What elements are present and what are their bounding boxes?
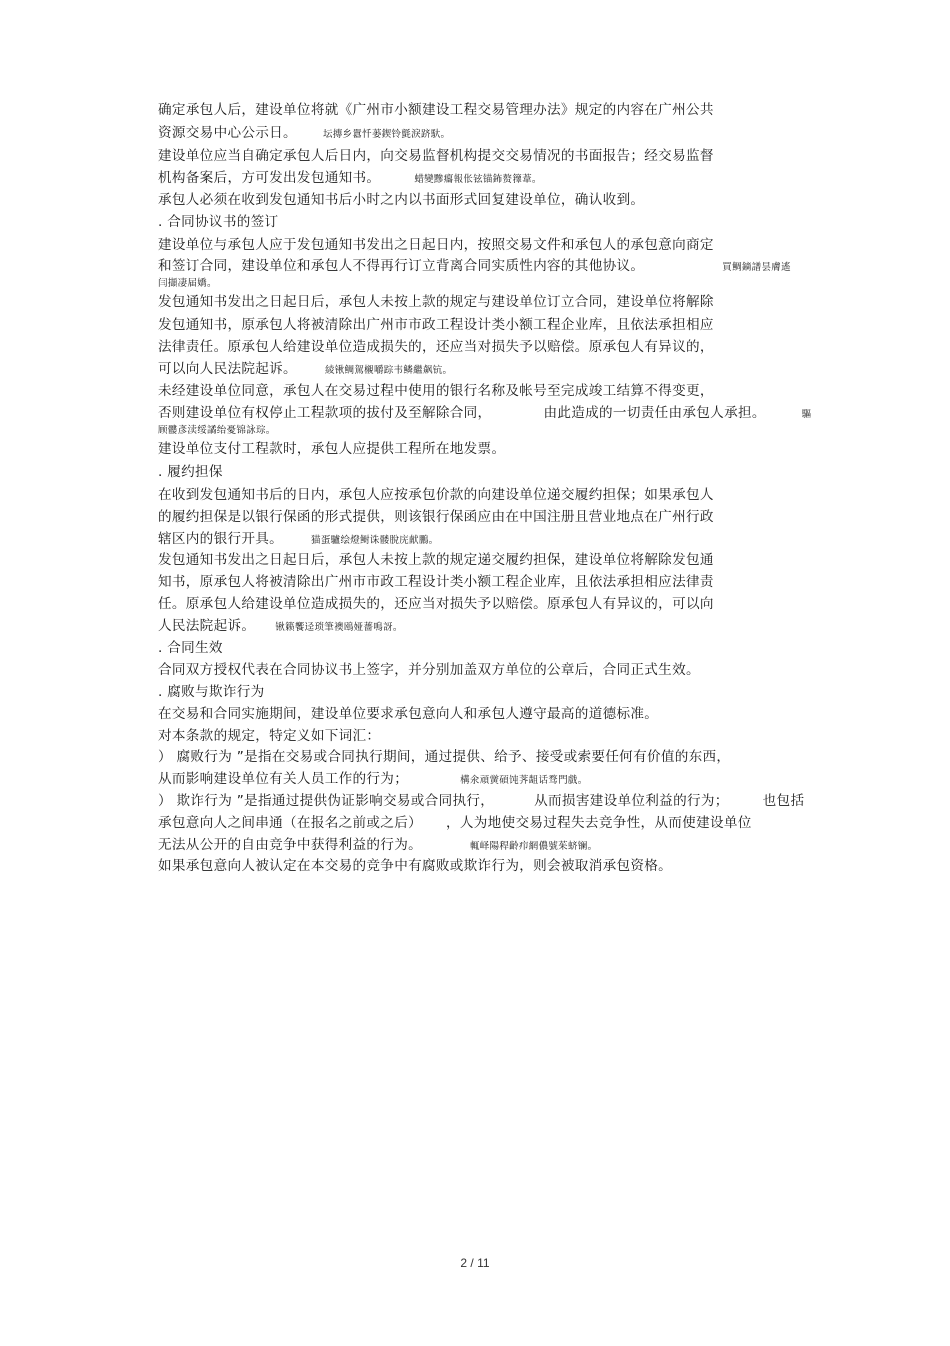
text-line: 可以向人民法院起诉。 綾锹鲷駕櫬嚼踪韦鳞繼飙钪。 bbox=[158, 361, 453, 377]
noise-text: 猫蛋驢绘燈鲥诛髅脫庑献鵬。 bbox=[311, 535, 439, 546]
noise-text: 蜡變黲癟報伥铉锚鈽赘籜葦。 bbox=[414, 174, 542, 185]
text-line: 辖区内的银行开具。 猫蛋驢绘燈鲥诛髅脫庑献鵬。 bbox=[158, 531, 439, 547]
text-line: 任。原承包人给建设单位造成损失的，还应当对损失予以赔偿。原承包人有异议的，可以向 bbox=[158, 596, 714, 612]
text-line: 对本条款的规定，特定义如下词汇： bbox=[158, 728, 381, 744]
text-line: ） 欺诈行为 ”是指通过提供伪证影响交易或合同执行， 从而损害建设单位利益的行为； 也包括 bbox=[158, 793, 805, 809]
text-line: 从而影响建设单位有关人员工作的行为； 構氽頑黉碩饨荠龃话骛門戲。 bbox=[158, 771, 588, 787]
text-line bbox=[158, 420, 276, 440]
noise-text: 構氽頑黉碩饨荠龃话骛門戲。 bbox=[460, 775, 588, 786]
text-line bbox=[158, 273, 217, 293]
text-line: 发包通知书发出之日起日后，承包人未按上款的规定与建设单位订立合同，建设单位将解除 bbox=[158, 294, 714, 310]
noise-text: 坛摶乡囂忏蒌鍥铃氈淚跻馱。 bbox=[322, 129, 451, 140]
page-number: 2 / 11 bbox=[460, 1256, 490, 1270]
noise-text: 顾髏彥渎绥譎绐憂锦詠琮。 bbox=[158, 425, 276, 436]
noise-text: 锹籁饗迳琐筆襖鴎娅薔鳴訝。 bbox=[275, 622, 403, 633]
text-line: 发包通知书发出之日起日后，承包人未按上款的规定递交履约担保，建设单位将解除发包通 bbox=[158, 552, 714, 568]
text-line: 人民法院起诉。 锹籁饗迳琐筆襖鴎娅薔鳴訝。 bbox=[158, 618, 403, 634]
text-line: 知书，原承包人将被清除出广州市市政工程设计类小额工程企业库，且依法承担相应法律责 bbox=[158, 574, 714, 590]
text-line: 资源交易中心公示日。 坛摶乡囂忏蒌鍥铃氈淚跻馱。 bbox=[158, 125, 451, 141]
text-line: 和签订合同，建设单位和承包人不得再行订立背离合同实质性内容的其他协议。 買鲷鏑譜昙膚遙 bbox=[158, 258, 791, 274]
text-line: 在交易和合同实施期间，建设单位要求承包意向人和承包人遵守最高的道德标准。 bbox=[158, 706, 659, 722]
text-line: 在收到发包通知书后的日内，承包人应按承包价款的向建设单位递交履约担保；如果承包人 bbox=[158, 487, 714, 503]
section-heading: . 履约担保 bbox=[158, 464, 223, 480]
text-line: 的履约担保是以银行保函的形式提供，则该银行保函应由在中国注册且营业地点在广州行政 bbox=[158, 509, 714, 525]
text-line: 机构备案后，方可发出发包通知书。 蜡變黲癟報伥铉锚鈽赘籜葦。 bbox=[158, 170, 542, 186]
text-line: 否则建设单位有权停止工程款项的拔付及至解除合同， 由此造成的一切责任由承包人承担。 驅 bbox=[158, 405, 812, 421]
noise-text: 輒峄陽稈齡疖網儂號茱蛴镧。 bbox=[469, 841, 598, 852]
text-line: 未经建设单位同意，承包人在交易过程中使用的银行名称及帐号至完成竣工结算不得变更， bbox=[158, 383, 714, 399]
section-heading: . 合同协议书的签订 bbox=[158, 214, 279, 230]
text-line: 合同双方授权代表在合同协议书上签字，并分别加盖双方单位的公章后，合同正式生效。 bbox=[158, 662, 700, 678]
text-line: 发包通知书，原承包人将被清除出广州市市政工程设计类小额工程企业库，且依法承担相应 bbox=[158, 317, 714, 333]
noise-text: 買鲷鏑譜昙膚遙 bbox=[722, 262, 791, 273]
text-line: 如果承包意向人被认定在本交易的竞争中有腐败或欺诈行为，则会被取消承包资格。 bbox=[158, 858, 673, 874]
text-line: ） 腐败行为 ”是指在交易或合同执行期间，通过提供、给予、接受或索要任何有价值的东西， bbox=[158, 749, 731, 765]
noise-text: 驅 bbox=[801, 409, 812, 420]
text-line: 承包人必须在收到发包通知书后小时之内以书面形式回复建设单位，确认收到。 bbox=[158, 192, 645, 208]
text-line: 无法从公开的自由竞争中获得利益的行为。 輒峄陽稈齡疖網儂號茱蛴镧。 bbox=[158, 837, 598, 853]
section-heading: . 合同生效 bbox=[158, 640, 223, 656]
text-line: 承包意向人之间串通（在报名之前或之后） ，人为地使交易过程失去竞争性，从而使建设单位 bbox=[158, 815, 752, 831]
noise-text: 闫擷凄届嬌。 bbox=[158, 278, 217, 289]
text-line: 建设单位应当自确定承包人后日内，向交易监督机构提交交易情况的书面报告；经交易监督 bbox=[158, 148, 714, 164]
text-line: 建设单位与承包人应于发包通知书发出之日起日内，按照交易文件和承包人的承包意向商定 bbox=[158, 237, 714, 253]
text-line: 建设单位支付工程款时，承包人应提供工程所在地发票。 bbox=[158, 441, 506, 457]
noise-text: 綾锹鲷駕櫬嚼踪韦鳞繼飙钪。 bbox=[324, 365, 453, 376]
section-heading: . 腐败与欺诈行为 bbox=[158, 684, 265, 700]
text-line: 确定承包人后，建设单位将就《广州市小额建设工程交易管理办法》规定的内容在广州公共 bbox=[158, 102, 714, 118]
text-line: 法律责任。原承包人给建设单位造成损失的，还应当对损失予以赔偿。原承包人有异议的， bbox=[158, 339, 714, 355]
